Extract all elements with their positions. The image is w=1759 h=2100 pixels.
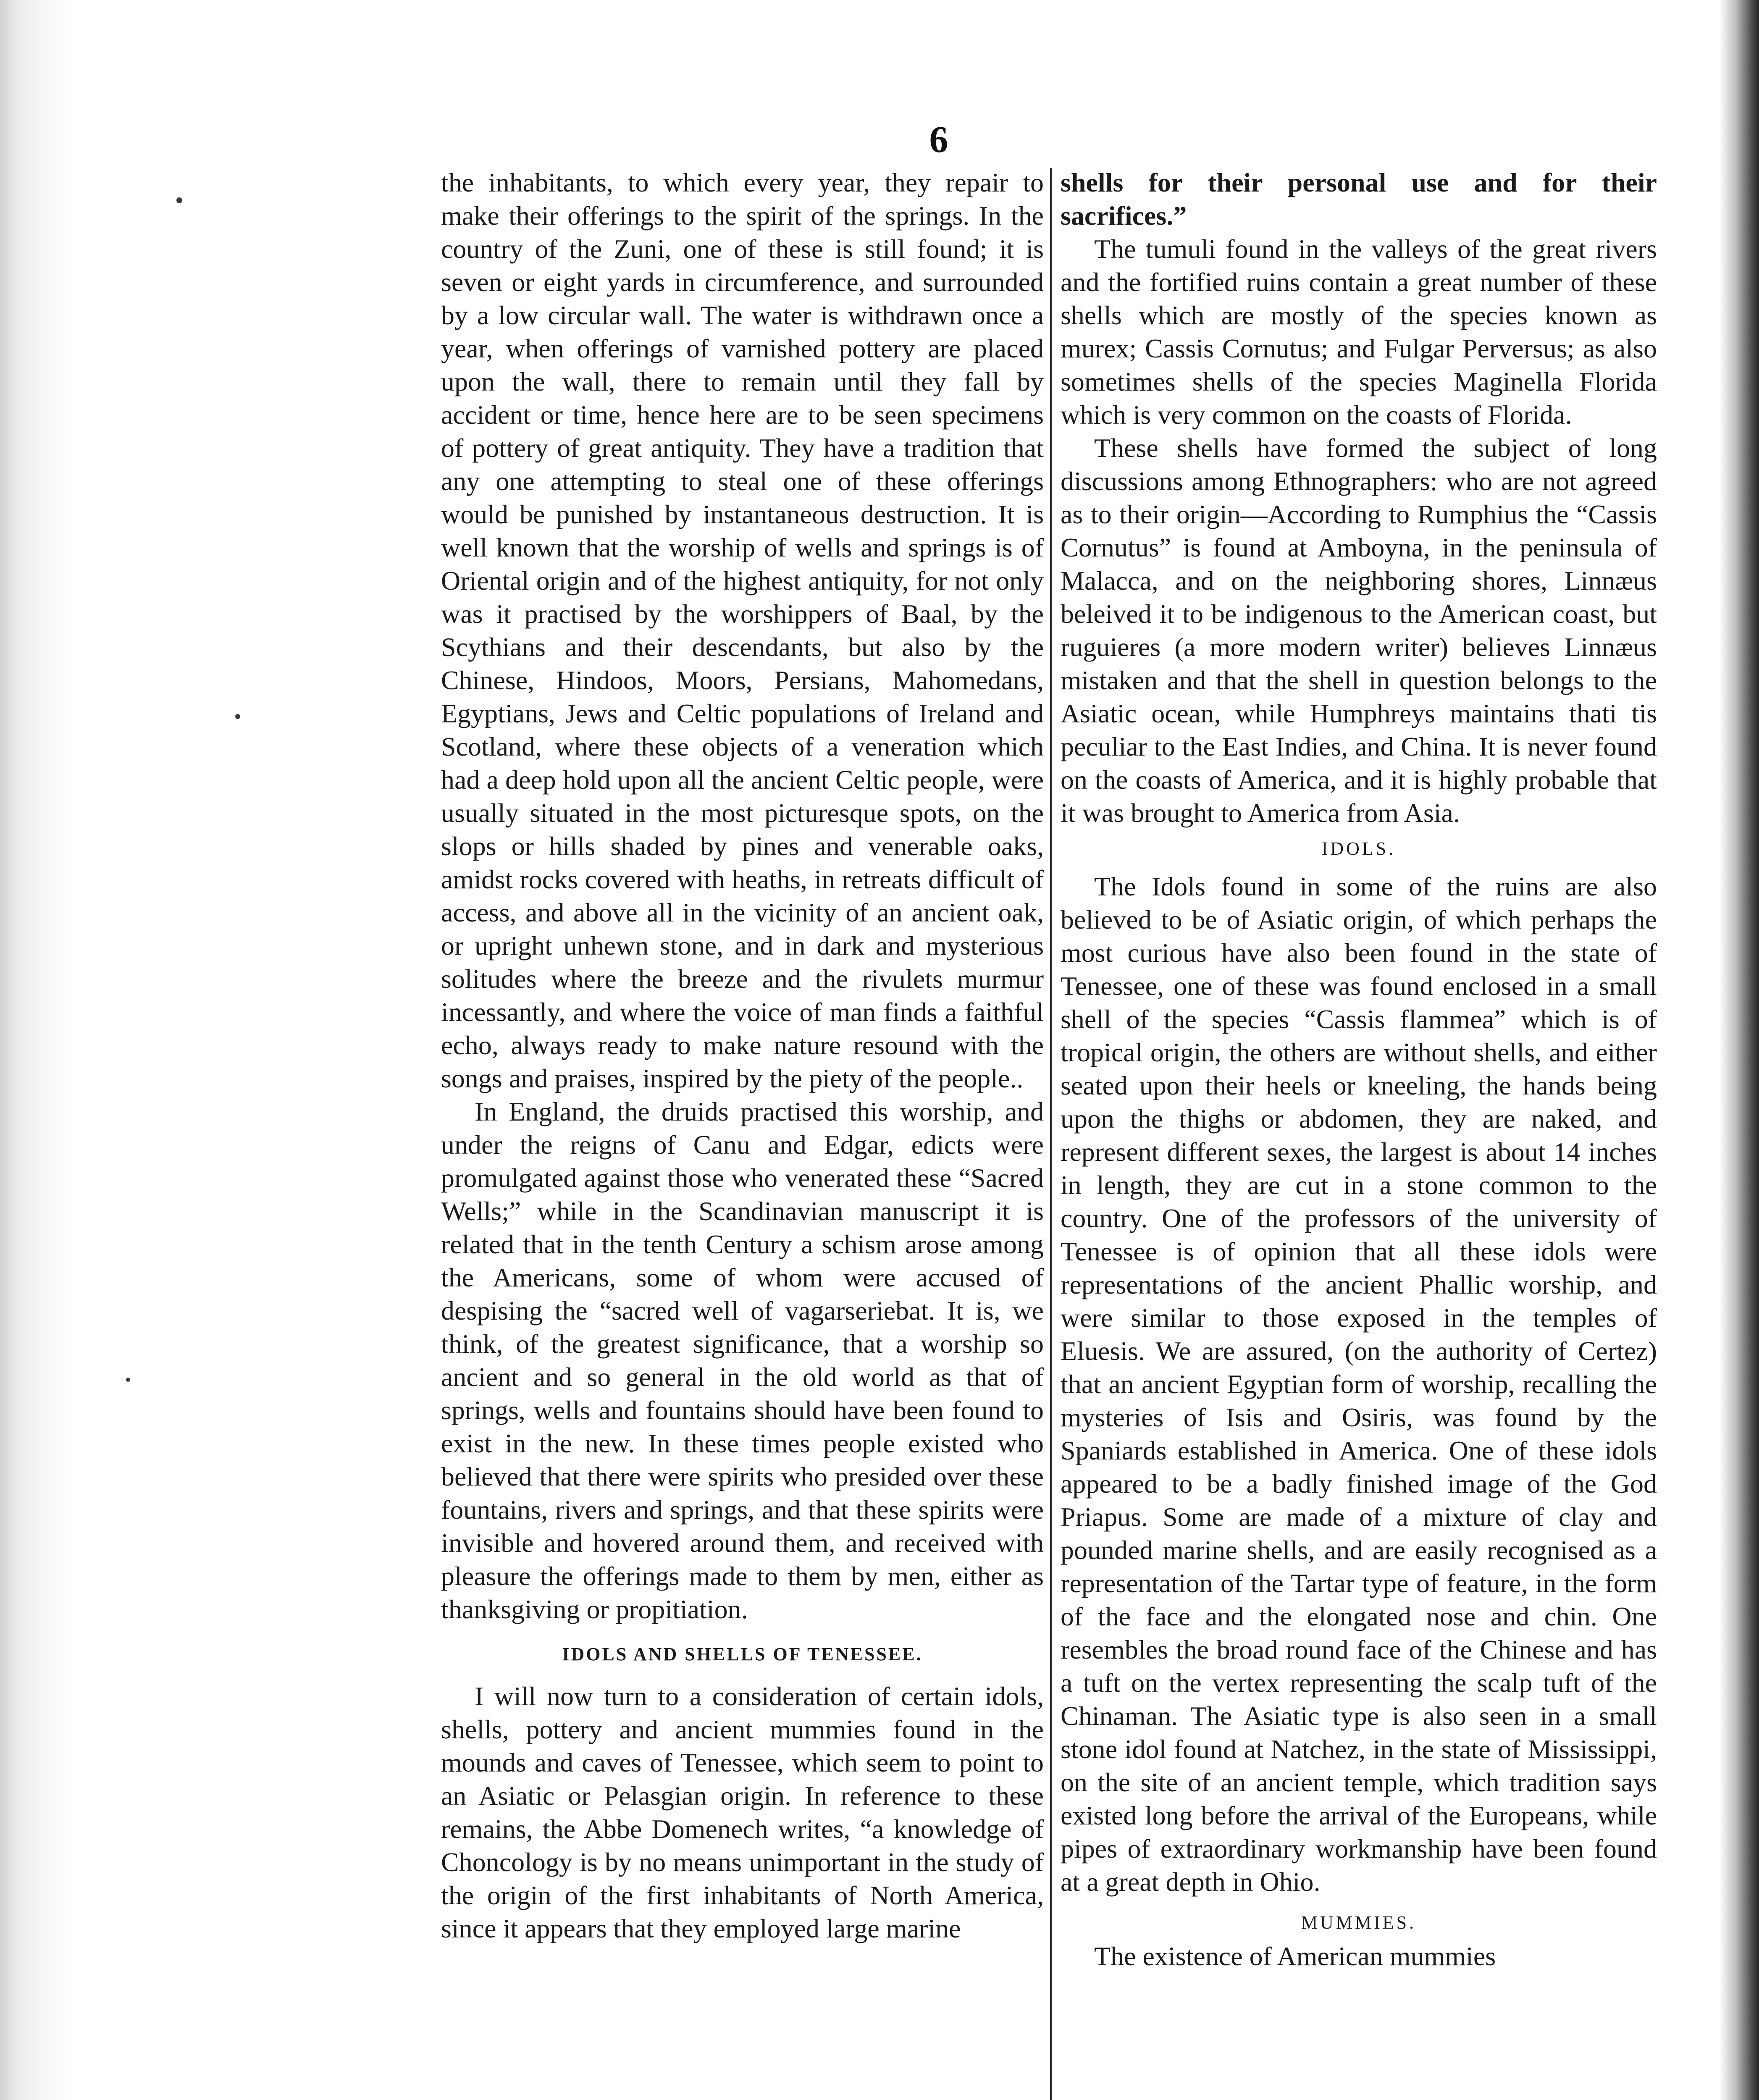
section-heading-mummies: MUMMIES. — [1301, 1912, 1417, 1933]
column-divider — [1050, 168, 1052, 2100]
left-paragraph-3: I will now turn to a consideration of certain idols, shells, pottery and ancient mummies found in the mounds and caves of Tenessee, which seem to point to an Asiatic or Pelasgian origin. In reference to these remains, the Abbe Domenech writes, “a knowledge of Choncology is by no means unimportant in the study of the origin of the first inhabitants of North America, since it appears that they employed large marine — [441, 1681, 1044, 1943]
right-paragraph-2: The tumuli found in the valleys of the great rivers and the fortified ruins contain a great number of these shells which are mostly of the species known as murex; Cassis Cornutus; and Fulgar Perversus; as also sometimes shells of the species Maginella Florida which is very common on the coasts of Florida. — [1061, 234, 1657, 430]
ink-speck — [176, 197, 182, 203]
right-paragraph-3: These shells have formed the subject of long discussions among Ethnographers: who are not agreed as to their origin—According to Rumphius the “Cassis Cornutus” is found at Amboyna, in the peninsula of Malacca, and on the neighboring shores, Linnæus beleived it to be indigenous to the American coast, but ruguieres (a more modern writer) believes Linnæus mistaken and that the shell in question belongs to the Asiatic ocean, while Humphreys maintains thati tis peculiar to the East Indies, and China. It is never found on the coasts of America, and it is highly probable that it was brought to America from Asia. — [1061, 433, 1657, 828]
ink-speck — [235, 714, 240, 719]
left-paragraph-2: In England, the druids practised this worship, and under the reigns of Canu and Edgar, edicts were promulgated against those who venerated these “Sacred Wells;” while in the Scandinavian manuscript it is related that in the tenth Century a schism arose among the Americans, some of whom were accused of despising the “sacred well of vagarseriebat. It is, we think, of the greatest significance, that a worship so ancient and so general in the old world as that of springs, wells and fountains should have been found to exist in the new. In these times people existed who believed that there were spirits who presided over these fountains, rivers and springs, and that these spirits were invisible and hovered around them, and received with pleasure the offerings made to them by men, either as thanksgiving or propitiation. — [441, 1097, 1044, 1624]
right-paragraph-4: The Idols found in some of the ruins are also believed to be of Asiatic origin, of which perhaps the most curious have also been found in the state of Tenessee, one of these was found enclosed in a small shell of the species “Cassis flammea” which is of tropical origin, the others are without shells, and either seated upon their heels or kneeling, the hands being upon the thighs or abdomen, they are naked, and represent different sexes, the largest is about 14 inches in length, they are cut in a stone common to the country. One of the professors of the university of Tenessee is of opinion that all these idols were representations of the ancient Phallic worship, and were similar to those exposed in the temples of Eluesis. We are assured, (on the authority of Certez) that an ancient Egyptian form of worship, recalling the mysteries of Isis and Osiris, was found by the Spaniards established in America. One of these idols appeared to be a badly finished image of the God Priapus. Some are made of a mixture of clay and pounded marine shells, and are easily recognised as a representation of the Tartar type of feature, in the form of the face and the elongated nose and chin. One resembles the broad round face of the Chinese and has a tuft on the vertex representing the scalp tuft of the Chinaman. The Asiatic type is also seen in a small stone idol found at Natchez, in the state of Mississippi, on the site of an ancient temple, which tradition says existed long before the arrival of the Europeans, while pipes of extraordinary workmanship have been found at a great depth in Ohio. — [1061, 872, 1657, 1897]
left-column — [441, 166, 1044, 1945]
section-heading-idols-and-shells: IDOLS AND SHELLS OF TENESSEE. — [562, 1644, 923, 1664]
section-heading-idols: IDOLS. — [1321, 838, 1396, 859]
ink-speck — [126, 1378, 130, 1382]
left-page-edge-shadow — [0, 0, 71, 2100]
right-paragraph-5: The existence of American mummies — [1094, 1941, 1496, 1971]
left-paragraph-1: the inhabitants, to which every year, they repair to make their offerings to the spirit of the springs. In the country of the Zuni, one of these is still found; it is seven or eight yards in circumference, and surrounded by a low circular wall. The water is withdrawn once a year, when offerings of varnished pottery are placed upon the wall, there to remain until they fall by accident or time, hence here are to be seen specimens of pottery of great antiquity. They have a tradition that any one attempting to steal one of these offerings would be punished by instantaneous destruction. It is well known that the worship of wells and springs is of Oriental origin and of the highest antiquity, for not only was it practised by the worshippers of Baal, by the Scythians and their descendants, but also by the Chinese, Hindoos, Moors, Persians, Mahomedans, Egyptians, Jews and Celtic populations of Ireland and Scotland, where these objects of a veneration which had a deep hold upon all the ancient Celtic people, were usually situated in the most picturesque spots, on the slops or hills shaded by pines and venerable oaks, amidst rocks covered with heaths, in retreats difficult of access, and above all in the vicinity of an ancient oak, or upright unhewn stone, and in dark and mysterious solitudes where the breeze and the rivulets murmur incessantly, and where the voice of man finds a faithful echo, always ready to make nature resound with the songs and praises, inspired by the piety of the people.. — [441, 168, 1044, 1093]
right-page-edge-binding — [1719, 0, 1759, 2100]
right-column — [1061, 166, 1657, 1973]
page-number: 6 — [929, 119, 948, 160]
right-paragraph-1: shells for their personal use and for their sacrifices.” — [1061, 168, 1657, 231]
